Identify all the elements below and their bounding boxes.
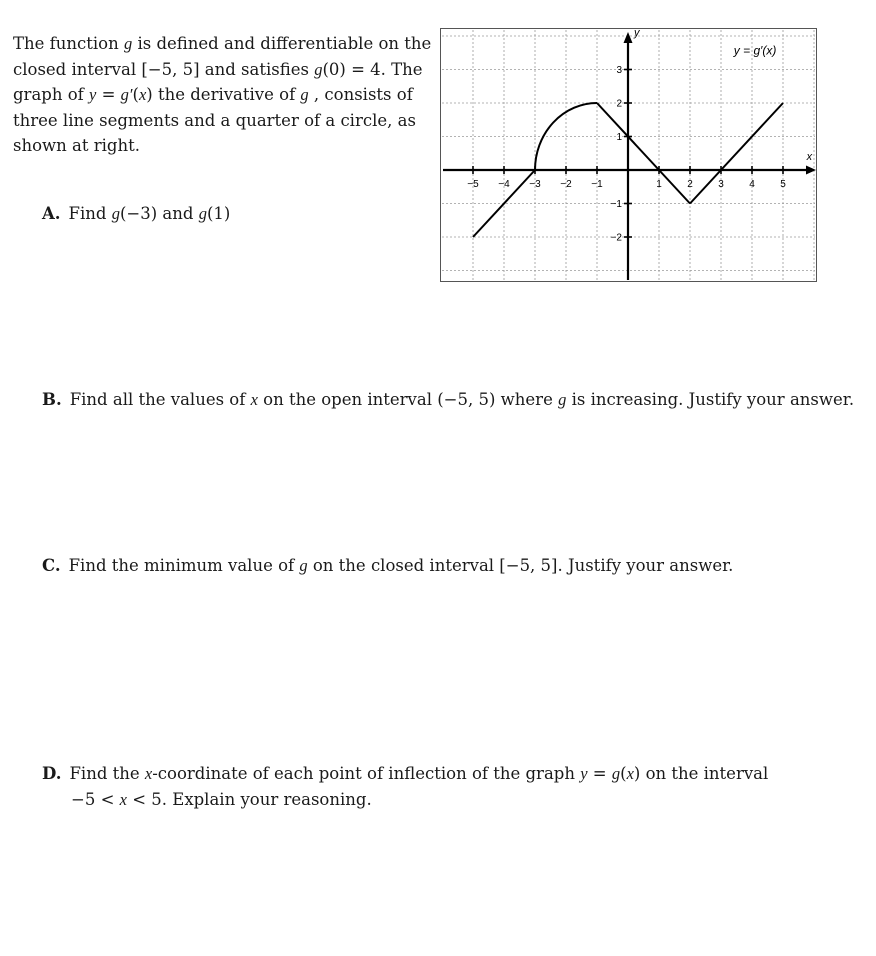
question-d: D. Find the x-coordinate of each point of inflection of the graph y = g(x) on the interval −5 < x < 5. Explain your reasoning.: [42, 764, 769, 809]
curve-label: y = g′(x): [733, 43, 777, 58]
x-tick-label: 1: [656, 179, 662, 190]
x-tick-label: 2: [687, 179, 693, 190]
x-tick-label: 4: [749, 179, 755, 190]
y-tick-label: −1: [610, 199, 622, 210]
x-tick-label: 3: [718, 179, 724, 190]
x-tick-label: −2: [560, 179, 572, 190]
y-tick-label: 1: [616, 132, 622, 143]
question-a: A. Find g(−3) and g(1): [42, 204, 231, 223]
x-tick-label: −1: [591, 179, 603, 190]
y-tick-label: −2: [610, 232, 622, 244]
x-tick-label: −4: [498, 179, 510, 190]
y-tick-label: 3: [616, 65, 622, 76]
x-tick-label: 5: [780, 179, 786, 190]
x-tick-label: −5: [467, 179, 479, 190]
question-b: B. Find all the values of x on the open interval (−5, 5) where g is increasing. Justify your answer.: [42, 390, 855, 409]
question-c: C. Find the minimum value of g on the closed interval [−5, 5]. Justify your answer.: [42, 556, 734, 575]
y-axis-label: y: [634, 28, 640, 39]
x-tick-label: −3: [529, 179, 541, 190]
derivative-graph: [440, 28, 817, 282]
y-tick-label: 2: [616, 98, 622, 110]
x-axis-label: x: [806, 151, 813, 163]
problem-intro: The function g is defined and differentiable on the closed interval [−5, 5] and satisfies g(0) = 4. The graph of y = g′(x) the derivative of g , consists of three line segments and a quarter of a circle, as shown at right.: [13, 34, 432, 155]
